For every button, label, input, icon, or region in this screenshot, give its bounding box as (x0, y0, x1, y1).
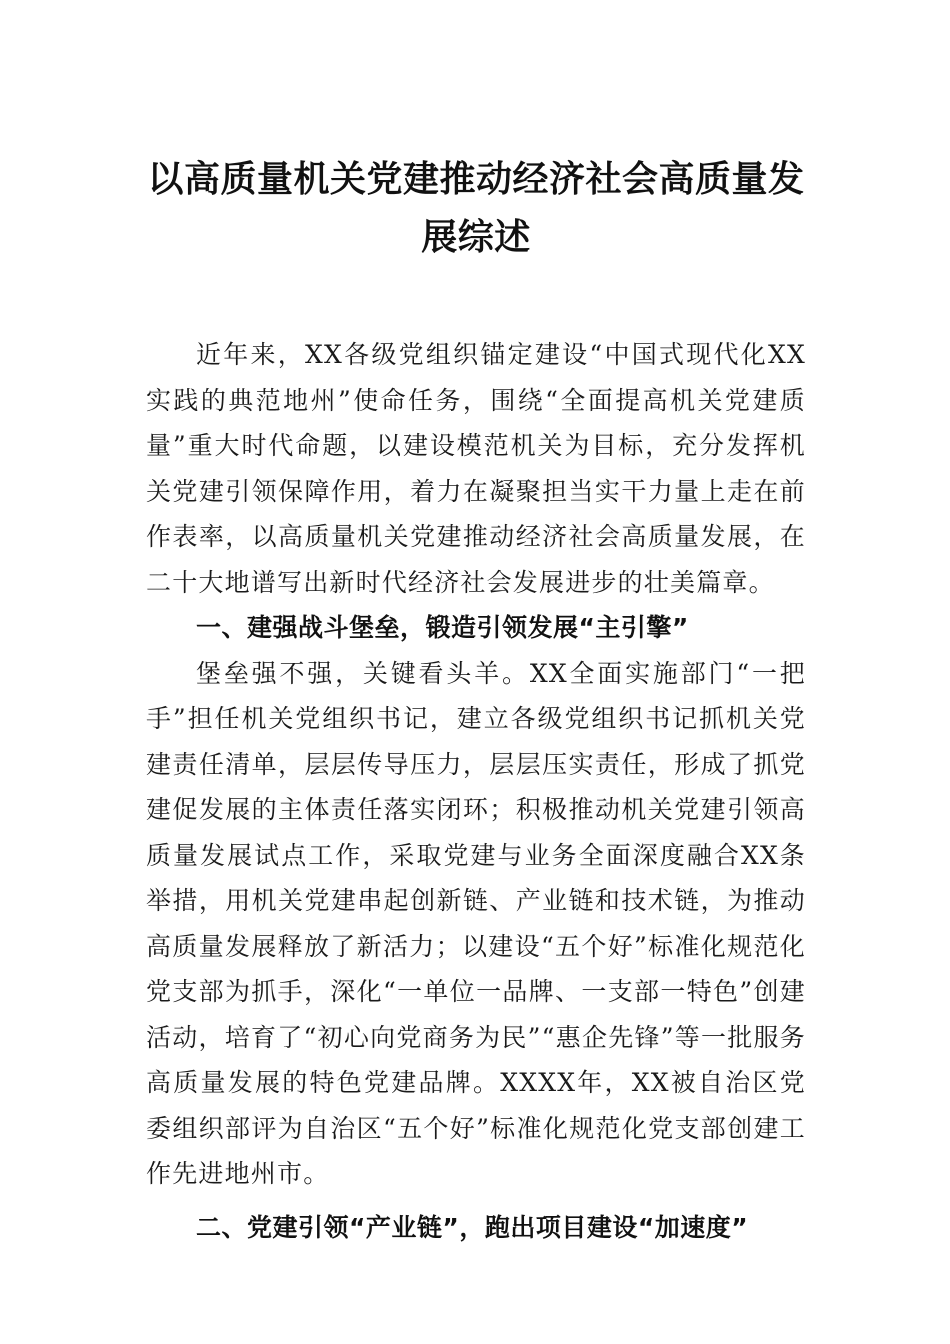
section-1-paragraph: 堡垒强不强，关键看头羊。XX全面实施部门“一把手”担任机关党组织书记，建立各级党组织书记抓机关党建责任清单，层层传导压力，层层压实责任，形成了抓党建促发展的主体责任落实闭环；积极推动机关党建引领高质量发展试点工作，采取党建与业务全面深度融合XX条举措，用机关党建串起创新链、产业链和技术链，为推动高质量发展释放了新活力；以建设“五个好”标准化规范化党支部为抓手，深化“一单位一品牌、一支部一特色”创建活动，培育了“初心向党商务为民”“惠企先锋”等一批服务高质量发展的特色党建品牌。XXXX年，XX被自治区党委组织部评为自治区“五个好”标准化规范化党支部创建工作先进地州市。 (146, 658, 806, 1188)
intro-paragraph: 近年来，XX各级党组织锚定建设“中国式现代化XX实践的典范地州”使命任务，围绕“全面提高机关党建质量”重大时代命题，以建设模范机关为目标，充分发挥机关党建引领保障作用，着力在凝聚担当实干力量上走在前作表率，以高质量机关党建推动经济社会高质量发展，在二十大地谱写出新时代经济社会发展进步的壮美篇章。 (146, 340, 806, 597)
document-title (146, 150, 806, 266)
section-1-heading: 一、建强战斗堡垒，锻造引领发展“主引擎” (196, 613, 689, 642)
section-2-heading: 二、党建引领“产业链”，跑出项目建设“加速度” (196, 1212, 749, 1242)
document-body (146, 332, 806, 1250)
document-page (146, 150, 806, 1250)
title-line-2: 展综述 (421, 216, 531, 258)
title-line-1: 以高质量机关党建推动经济社会高质量发 (147, 158, 805, 200)
